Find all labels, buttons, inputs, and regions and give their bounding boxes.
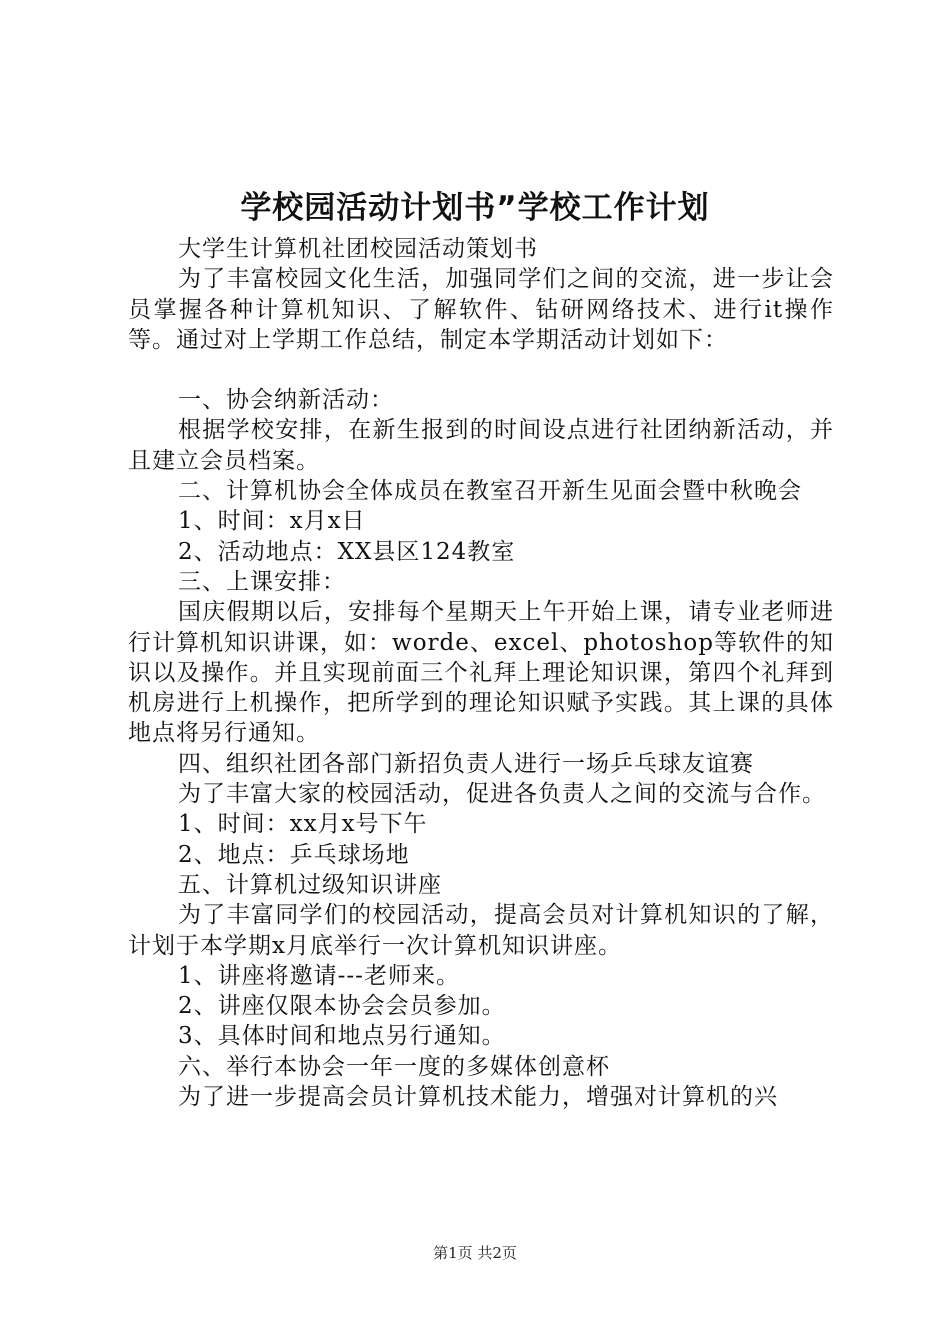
- document-body: [128, 234, 834, 1112]
- page-number-footer: 第1页 共2页: [433, 1244, 517, 1262]
- paragraph: 大学生计算机社团校园活动策划书: [178, 236, 538, 262]
- section-heading: 三、上课安排：: [178, 568, 346, 595]
- document-title: 学校园活动计划书”学校工作计划: [240, 190, 710, 226]
- list-item: 1、时间：x月x日: [178, 508, 366, 535]
- section-heading: 二、计算机协会全体成员在教室召开新生见面会暨中秋晚会: [178, 478, 802, 505]
- list-item: 1、讲座将邀请---老师来。: [178, 962, 460, 989]
- section-heading: 五、计算机过级知识讲座: [178, 871, 442, 898]
- paragraph: 国庆假期以后，安排每个星期天上午开始上课，请专业老师进行计算机知识讲课，如：worde、excel、photoshop等软件的知识以及操作。并且实现前面三个礼拜上理论知识课，第四个礼拜到机房进行上机操作，把所学到的理论知识赋予实践。其上课的具体地点将另行通知。: [128, 599, 834, 747]
- paragraph: 为了进一步提高会员计算机技术能力，增强对计算机的兴: [178, 1084, 778, 1111]
- section-heading: 一、协会纳新活动：: [178, 387, 394, 414]
- list-item: 2、讲座仅限本协会会员参加。: [178, 993, 506, 1020]
- section-heading: 六、举行本协会一年一度的多媒体创意杯: [178, 1053, 610, 1080]
- paragraph: 根据学校安排，在新生报到的时间设点进行社团纳新活动，并且建立会员档案。: [128, 417, 834, 474]
- section-heading: 四、组织社团各部门新招负责人进行一场乒乓球友谊赛: [178, 750, 754, 777]
- list-item: 2、地点：乒乓球场地: [178, 841, 410, 868]
- list-item: 1、时间：xx月x号下午: [178, 811, 428, 838]
- paragraph: 为了丰富大家的校园活动，促进各负责人之间的交流与合作。: [178, 781, 826, 808]
- list-item: 2、活动地点：XX县区124教室: [178, 538, 516, 565]
- list-item: 3、具体时间和地点另行通知。: [178, 1023, 506, 1050]
- paragraph: 为了丰富校园文化生活，加强同学们之间的交流，进一步让会员掌握各种计算机知识、了解软件、钻研网络技术、进行it操作等。通过对上学期工作总结，制定本学期活动计划如下：: [128, 266, 834, 353]
- paragraph: 为了丰富同学们的校园活动，提高会员对计算机知识的了解，计划于本学期x月底举行一次计算机知识讲座。: [128, 902, 834, 959]
